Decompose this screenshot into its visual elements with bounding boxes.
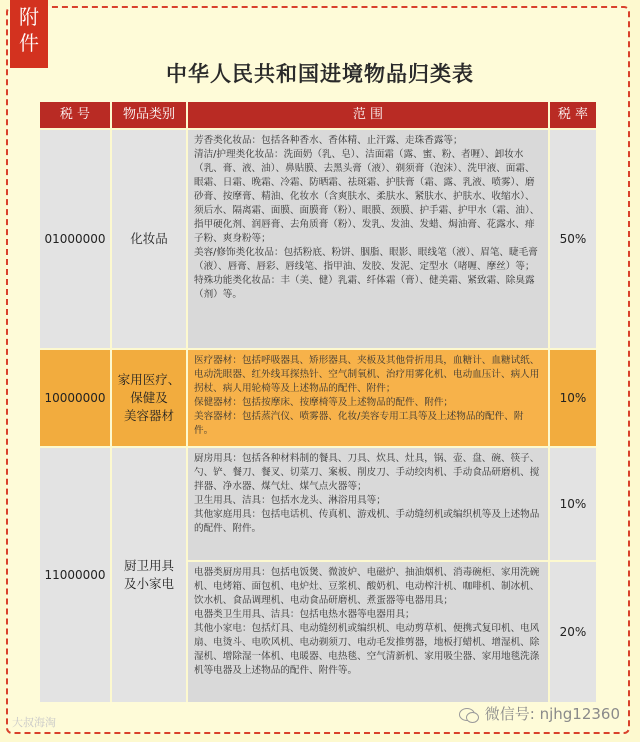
- row-category: 家用医疗、 保健及 美容器材: [112, 350, 188, 446]
- row-code: 01000000: [40, 130, 112, 348]
- row-subrows: [188, 448, 596, 702]
- row-category: 化妆品: [112, 130, 188, 348]
- row-scope: 医疗器材：包括呼吸器具、矫形器具、夹板及其他骨折用具，血糖计、血糖试纸、电动洗眼器、红外线耳探热针、空气制氧机、治疗用雾化机、电动血压计、病人用拐杖、病人用轮椅等及上述物品的配件、附件； 保健器材：包括按摩床、按摩椅等及上述物品的配件、附件； 美容器材：包括蒸汽仪、喷雾器、化妆/美容专用工具等及上述物品的配件、附件。: [188, 350, 550, 446]
- header-rate: 税 率: [550, 102, 596, 128]
- page-title: 中华人民共和国进境物品归类表: [166, 62, 474, 86]
- header-code: 税 号: [40, 102, 112, 128]
- appendix-tag: 附件: [10, 0, 48, 68]
- header-category: 物品类别: [112, 102, 188, 128]
- header-scope: 范 围: [188, 102, 550, 128]
- subrow: [188, 560, 596, 702]
- source-watermark: 大叔海淘: [12, 716, 56, 729]
- row-rate: 50%: [550, 130, 596, 348]
- wechat-watermark: [459, 703, 620, 724]
- table-header: [40, 102, 596, 128]
- row-code: 10000000: [40, 350, 112, 446]
- wechat-icon: [459, 706, 479, 722]
- table-row: [40, 128, 596, 348]
- table-row: [40, 446, 596, 702]
- row-scope: 电器类厨房用具：包括电饭煲、微波炉、电磁炉、抽油烟机、消毒碗柜、家用洗碗机、电烤箱、面包机、电炉灶、豆浆机、酸奶机、电动榨汁机、咖啡机、制冰机、饮水机、食品调理机、电动食品研磨机、煮蛋器等电器用具； 电器类卫生用具、洁具：包括电热水器等电器用具； 其他小家电：包括灯具、电动缝纫机或编织机、电动剪草机、便携式复印机、电风扇、电烫斗、电吹风机、电动剃须刀、电动毛发推剪器，地板打蜡机、增湿机、除湿机、增除湿一体机、电暖器、电热毯、空气清新机、家用吸尘器、家用地毯洗涤机等电器及上述物品的配件、附件等。: [188, 562, 550, 702]
- row-scope: 芳香类化妆品：包括各种香水、香体精、止汗露、走珠香露等； 清洁/护理类化妆品：洗面奶（乳、皂）、洁面霜（露、蜜、粉、者喱）、卸妆水（乳、膏、液、油）、鼻贴膜、去黑头膏（液）、剃须膏（泡沫）、洗甲液、面霜、眼霜、日霜、晚霜、冷霜、防晒霜、祛斑霜、护肤膏（霜、露、乳液、喷雾）、磨砂膏、按摩膏、精油、化妆水（含爽肤水、柔肤水、紧肤水、护肤水、收缩水）、须后水、隔离霜、面膜、面膜膏（粉）、眼膜、颈膜、护手霜、护甲水（霜、油）、指甲硬化剂、润唇膏、去角质膏（粉）、发乳、发油、发蜡、焗油膏、花露水、痱子粉、爽身粉等； 美容/修饰类化妆品：包括粉底、粉饼、胭脂、眼影、眼线笔（液）、眉笔、睫毛膏（液）、唇膏、唇彩、唇线笔、指甲油、发胶、发泥、定型水（啫喱、摩丝）等； 特殊功能类化妆品：丰（美、健）乳霜、纤体霜（膏）、健美霜、紧致霜、除臭露（剂）等。: [188, 130, 550, 348]
- table-row: [40, 348, 596, 446]
- row-rate: 10%: [550, 448, 596, 560]
- row-rate: 10%: [550, 350, 596, 446]
- row-code: 11000000: [40, 448, 112, 702]
- subrow: [188, 448, 596, 560]
- row-rate: 20%: [550, 562, 596, 702]
- classification-table: [40, 102, 596, 702]
- row-scope: 厨房用具：包括各种材料制的餐具、刀具、炊具、灶具，锅、壶、盘、碗、筷子、勺、铲、餐刀、餐叉、切菜刀、案板、削皮刀、手动绞肉机、手动食品研磨机、搅拌器、净水器、煤气灶、煤气点火器等； 卫生用具、洁具：包括水龙头、淋浴用具等； 其他家庭用具：包括电话机、传真机、游戏机、手动缝纫机或编织机等及上述物品的配件、附件。: [188, 448, 550, 560]
- watermark-text: 微信号: njhg12360: [484, 705, 620, 723]
- row-category: 厨卫用具 及小家电: [112, 448, 188, 702]
